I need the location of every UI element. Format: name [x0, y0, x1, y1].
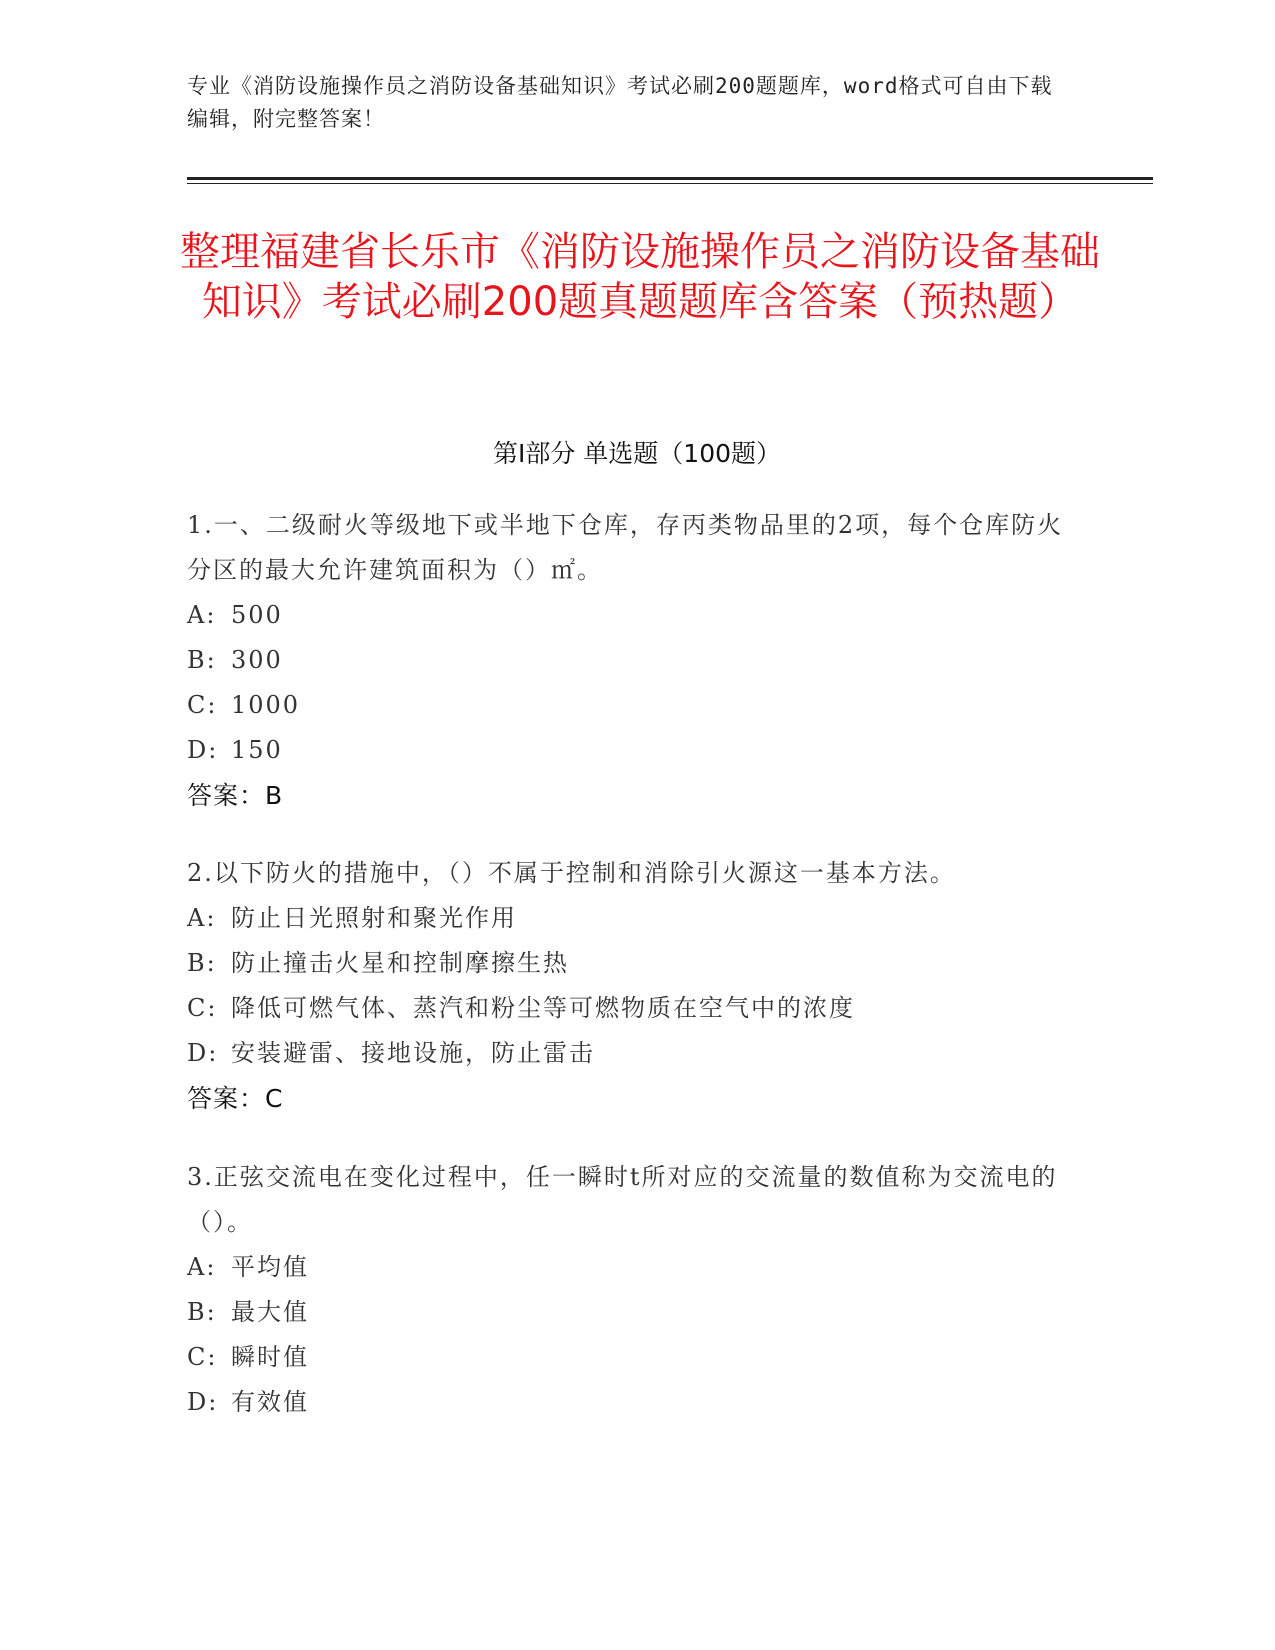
option-text: 500	[231, 601, 283, 629]
option-text: 有效值	[231, 1388, 309, 1416]
question-stem: 2.以下防火的措施中，（）不属于控制和消除引火源这一基本方法。	[187, 859, 956, 887]
option-key: A:	[187, 904, 217, 932]
option-text: 300	[231, 646, 283, 674]
option-text: 降低可燃气体、蒸汽和粉尘等可燃物质在空气中的浓度	[231, 994, 855, 1022]
document-title: 整理福建省长乐市《消防设施操作员之消防设备基础知识》考试必刷200题真题题库含答案（预热题）	[180, 229, 1100, 325]
option-key: C:	[187, 1343, 218, 1371]
option-c	[187, 1335, 1067, 1380]
option-text: 150	[231, 736, 283, 764]
option-a	[187, 1245, 1067, 1290]
option-d	[187, 728, 1067, 773]
answer: 答案：C	[187, 1084, 284, 1113]
option-c	[187, 986, 1067, 1031]
option-key: A:	[187, 1253, 217, 1281]
option-text: 防止日光照射和聚光作用	[231, 904, 517, 932]
option-key: B:	[187, 949, 217, 977]
option-key: A:	[187, 601, 217, 629]
option-d	[187, 1031, 1067, 1076]
option-key: B:	[187, 646, 217, 674]
option-text: 安装避雷、接地设施，防止雷击	[231, 1039, 595, 1067]
question-2	[187, 851, 1067, 1121]
option-b	[187, 941, 1067, 986]
question-1	[187, 503, 1067, 818]
option-key: B:	[187, 1298, 217, 1326]
question-stem: 3.正弦交流电在变化过程中，任一瞬时t所对应的交流量的数值称为交流电的（）。	[187, 1163, 1058, 1236]
option-a	[187, 896, 1067, 941]
option-d	[187, 1380, 1067, 1425]
option-text: 1000	[231, 691, 301, 719]
option-a	[187, 593, 1067, 638]
option-b	[187, 1290, 1067, 1335]
option-text: 平均值	[231, 1253, 309, 1281]
option-key: C:	[187, 691, 218, 719]
option-text: 最大值	[231, 1298, 309, 1326]
section-heading: 第Ⅰ部分 单选题（100题）	[492, 439, 782, 468]
header-rule-thick	[187, 177, 1153, 180]
option-text: 瞬时值	[231, 1343, 309, 1371]
answer: 答案：B	[187, 781, 284, 810]
header-note: 专业《消防设施操作员之消防设备基础知识》考试必刷200题题库，word格式可自由下载编辑，附完整答案！	[187, 74, 1053, 131]
option-key: D:	[187, 736, 219, 764]
header-rule-thin	[187, 183, 1153, 184]
option-key: D:	[187, 1388, 219, 1416]
question-3	[187, 1155, 1067, 1425]
option-c	[187, 683, 1067, 728]
option-key: C:	[187, 994, 218, 1022]
option-text: 防止撞击火星和控制摩擦生热	[231, 949, 569, 977]
question-stem: 1.一、二级耐火等级地下或半地下仓库，存丙类物品里的2项，每个仓库防火分区的最大允许建筑面积为（）㎡。	[187, 511, 1064, 584]
option-key: D:	[187, 1039, 219, 1067]
option-b	[187, 638, 1067, 683]
